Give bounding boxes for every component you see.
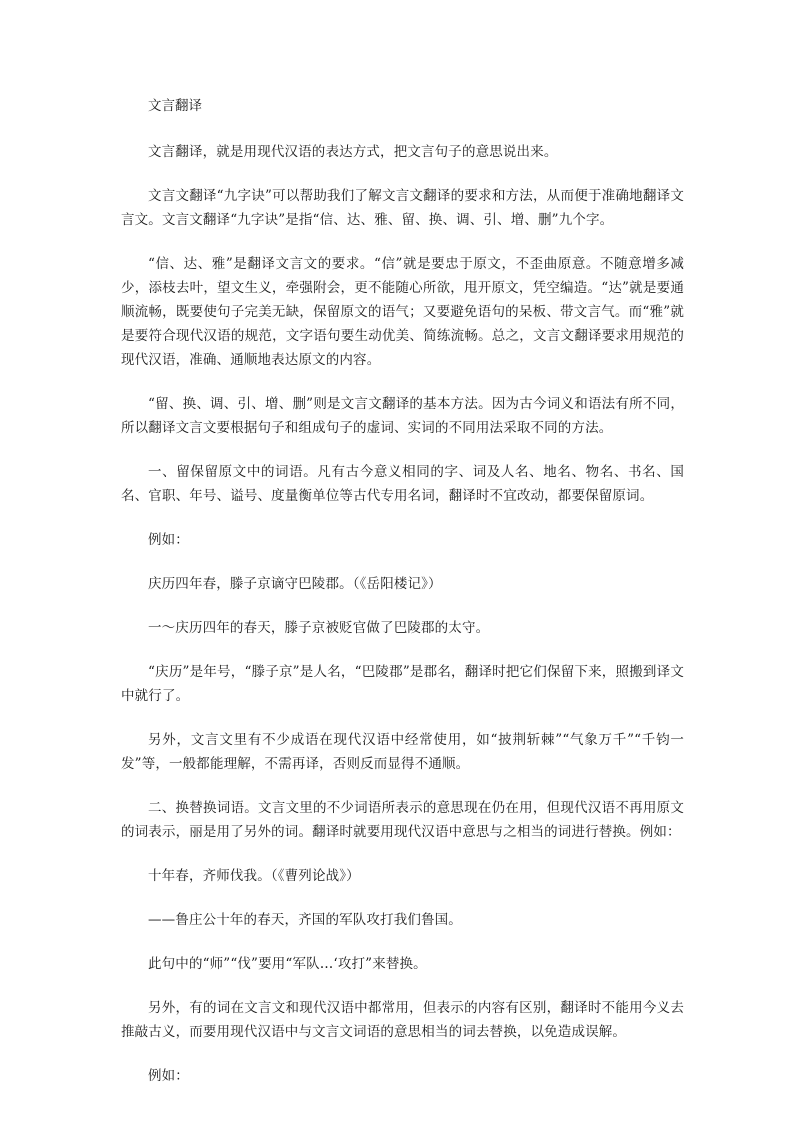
paragraph-idioms: 另外，文言文里有不少成语在现代汉语中经常使用，如“披荆斩棘”“气象万千”“千钧一发”等，一般都能理解，不需再译，否则反而显得不通顺。: [121, 732, 684, 772]
paragraph-example2-source: 十年春，齐师伐我。（《曹列论战》）: [148, 868, 360, 884]
paragraph-requirements: “信、达、雅”是翻译文言文的要求。“信”就是要忠于原文，不歪曲原意。不随意增多减少，添枝去叶，望文生义，牵强附会，更不能随心所欲，甩开原文，凭空编造。“达”就是要通顺流畅，既要使句子完美无缺，保留原文的语气；又要避免语句的呆板、带文言气。而“雅”就是要符合现代汉语的规范，文字语句要生动优美、简练流畅。总之，文言文翻译要求用规范的现代汉语，准确、通顺地表达原文的内容。: [121, 256, 684, 368]
paragraph-example-explanation: “庆历”是年号，“滕子京”是人名，“巴陵郡”是郡名，翻译时把它们保留下来，照搬到译文中就行了。: [121, 664, 684, 704]
paragraph-example2-translation: ——鲁庄公十年的春天，齐国的军队攻打我们鲁国。: [148, 912, 462, 928]
paragraph-method-retain: 一、留保留原文中的词语。凡有古今意义相同的字、词及人名、地名、物名、书名、国名、官职、年号、谥号、度量衡单位等古代专用名词，翻译时不宜改动，都要保留原词。: [121, 464, 684, 504]
paragraph-example-translation: 一～庆历四年的春天，滕子京被贬官做了巴陵郡的太守。: [148, 620, 490, 636]
paragraph-example-source: 庆历四年春，滕子京谪守巴陵郡。（《岳阳楼记》）: [148, 576, 442, 592]
document-title: 文言翻译: [148, 98, 202, 114]
paragraph-nine-word-formula: 文言文翻译“九字诀”可以帮助我们了解文言文翻译的要求和方法，从而便于准确地翻译文言文。文言文翻译“九字诀”是指“信、达、雅、留、换、调、引、增、删”九个字。: [121, 188, 684, 228]
paragraph-method-replace: 二、换替换词语。文言文里的不少词语所表示的意思现在仍在用，但现代汉语不再用原文的词表示，丽是用了另外的词。翻译时就要用现代汉语中意思与之相当的词进行替换。例如：: [121, 800, 684, 840]
paragraph-example-label-2: 例如：: [148, 1068, 189, 1084]
paragraph-example2-explanation: 此句中的“师”“伐”要用“军队…‘攻打”来替换。: [148, 956, 427, 972]
paragraph-ancient-modern-meaning: 另外，有的词在文言文和现代汉语中都常用，但表示的内容有区别，翻译时不能用今义去推敲古义，而要用现代汉语中与文言文词语的意思相当的词去替换，以免造成误解。: [121, 1000, 684, 1040]
paragraph-example-label: 例如：: [148, 532, 189, 548]
paragraph-definition: 文言翻译，就是用现代汉语的表达方式，把文言句子的意思说出来。: [148, 144, 558, 160]
paragraph-methods: “留、换、调、引、增、删”则是文言文翻译的基本方法。因为古今词义和语法有所不同，所以翻译文言文要根据句子和组成句子的虚词、实词的不同用法采取不同的方法。: [121, 396, 684, 436]
